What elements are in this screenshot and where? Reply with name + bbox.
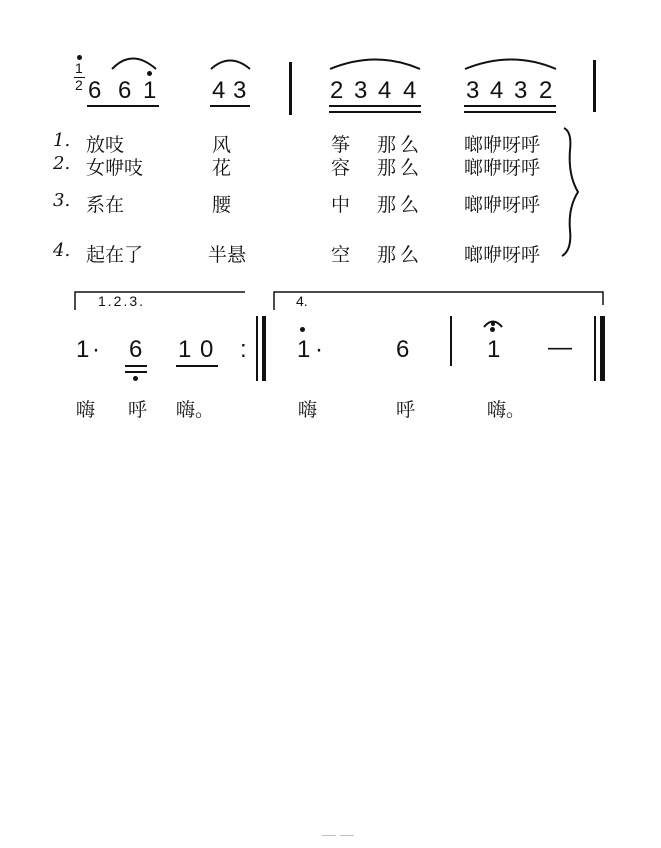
lyric-word: 啷咿呀呼 [464,244,541,266]
time-signature-numerator: 1 [75,60,83,76]
repeat-bar-line [256,316,258,381]
lyric-word: 啷咿呀呼 [464,134,541,156]
verse-number: 2. [53,153,71,174]
note: 2 [539,77,553,104]
final-bar-line-thick [600,316,605,381]
slur-mark [465,60,556,70]
note: 1 [178,336,192,363]
repeat-colon: : [240,336,247,363]
low-octave-dot [133,376,138,381]
note: 1 [297,336,311,363]
ending-label-1: 1.2.3. [98,293,146,309]
note: 6 [88,77,102,104]
verse-brace [562,128,578,256]
lyric-word: 女咿吱 [86,157,144,179]
lyric-word: 风 [212,134,232,156]
lyric-word: 嗨 [298,399,318,421]
lyric-word: 容 [331,157,351,179]
note: 3 [514,77,528,104]
lyric-word: 系在 [86,194,125,216]
note: 1 [143,77,157,104]
slur-mark [112,59,156,70]
dot-mark: · [92,336,100,363]
page-number: — — [322,826,354,842]
lyric-word: 嗨。 [487,399,526,421]
lyric-word: 嗨。 [176,399,215,421]
lyric-word: 腰 [212,194,232,216]
note: 6 [118,77,132,104]
repeat-bar-line-thick [262,316,266,381]
final-bar-line-thin [594,316,596,381]
bar-line [450,316,452,366]
note: 2 [330,77,344,104]
fermata-dot [491,322,495,326]
slur-mark [330,60,420,70]
lyric-word: 放吱 [86,134,125,156]
note: 1 [487,336,501,363]
high-octave-dot [300,327,305,332]
lyric-word: 呼 [128,399,148,421]
lyric-word: 那么 [377,194,424,216]
note: 3 [354,77,368,104]
time-signature-denominator: 2 [75,77,83,93]
lyric-word: 中 [331,194,351,216]
lyric-word: 那么 [377,134,424,156]
lyric-word: 筝 [331,134,351,156]
note: 4 [490,77,504,104]
verse-number: 3. [53,190,71,211]
verse-number: 4. [53,240,71,261]
lyric-word: 半悬 [208,244,247,266]
note: 3 [233,77,247,104]
ending-label-2: 4. [296,293,308,309]
lyric-word: 那么 [377,244,424,266]
note: 4 [212,77,226,104]
note: 4 [403,77,417,104]
dash-extension: — [548,334,572,361]
slur-mark [211,61,250,70]
lyric-word: 空 [331,244,351,266]
lyric-word: 那么 [377,157,424,179]
high-octave-dot [490,327,495,332]
note: 6 [396,336,410,363]
lyric-word: 花 [212,157,232,179]
beat-underline [125,371,147,373]
verse-number: 1. [53,130,71,151]
volta-bracket-2 [274,292,603,310]
lyric-word: 呼 [396,399,416,421]
note: 0 [200,336,214,363]
note: 3 [466,77,480,104]
lyric-word: 嗨 [76,399,96,421]
lyric-word: 起在了 [86,244,144,266]
lyric-word: 啷咿呀呼 [464,194,541,216]
note: 4 [378,77,392,104]
beat-underline [125,365,147,367]
dot-mark: · [315,336,323,363]
note: 1 [76,336,90,363]
beat-underline [176,365,218,367]
note: 6 [129,336,143,363]
lyric-word: 啷咿呀呼 [464,157,541,179]
